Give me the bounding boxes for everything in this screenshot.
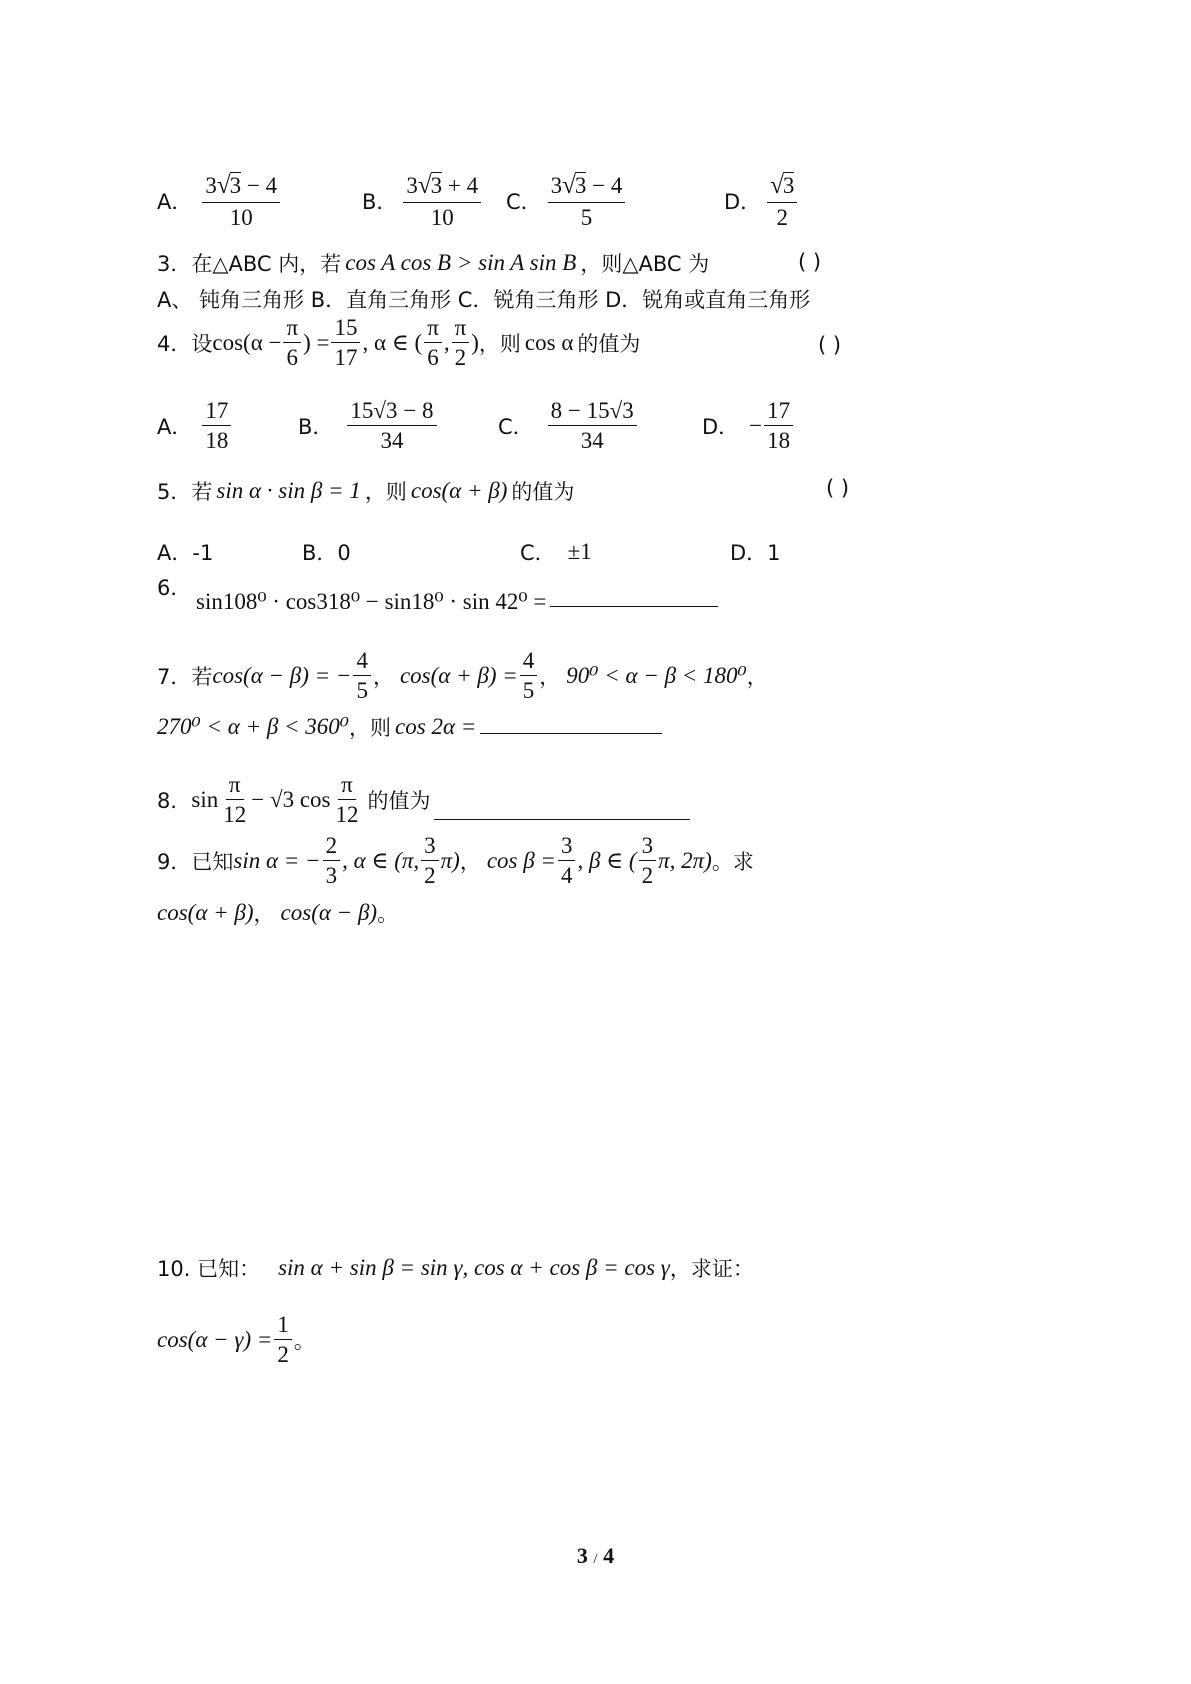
q4-option-b: B． $\frac{15√3 - 8}{34}$ <box>298 398 439 454</box>
q2-b-fraction: $\frac{3√3 + 4}{10}$ <box>403 172 481 230</box>
q4-option-d: D． − $\frac{17}{18}$ <box>702 398 795 454</box>
q9-line2: cos(α + β) ， cos(α − β) 。 <box>157 900 399 926</box>
q4-option-a: A． $\frac{17}{18}$ <box>157 398 233 454</box>
q3-answer-paren: ( ) <box>798 250 822 274</box>
q5-option-b: B．0 <box>302 541 351 565</box>
q6-number: 6． <box>157 576 192 600</box>
q4-answer-paren: ( ) <box>818 333 842 357</box>
q5-option-d: D．1 <box>730 541 781 565</box>
q6-stem: sin108⁰ · cos318⁰ − sin18⁰ · sin 42⁰ = <box>196 589 718 615</box>
q10-line1: 10. 已知： sin α + sin β = sin γ, cos α + cos β = cos γ ，求证： <box>157 1255 754 1281</box>
q7-answer-blank[interactable] <box>480 731 662 734</box>
q5-option-a: A．-1 <box>157 541 214 565</box>
q4-stem: 4．设 cos(α − $\frac{\pi}{6}$ ) = $\frac{15}{17}$ , α ∈ ( $\frac{\pi}{6}$ , $\frac{\pi}{2}$ ) ，则 cos α 的值为 <box>157 315 641 371</box>
q2-d-fraction: $\frac{√3}{2}$ <box>767 172 797 230</box>
q8-stem: 8． sin $\frac{\pi}{12}$ − √3 cos $\frac{\pi}{12}$ 的值为 <box>157 772 690 828</box>
q10-line2: cos(α − γ) = $\frac{1}{2}$ 。 <box>157 1312 315 1368</box>
q9-line1: 9．已知 sin α = − $\frac{2}{3}$ , α ∈ (π, $\frac{3}{2}$ π) ， cos β = $\frac{3}{4}$ , β ∈ ( $\frac{3}{2}$ π, 2π) 。求 <box>157 833 754 889</box>
q2-option-c: C． $\frac{3√3 - 4}{5}$ <box>506 172 627 230</box>
q2-a-fraction: $\frac{3√3 - 4}{10}$ <box>202 172 280 230</box>
q6-answer-blank[interactable] <box>550 604 718 607</box>
page-number: 3 / 4 <box>576 1543 615 1568</box>
q2-option-d: D． $\frac{√3}{2}$ <box>724 172 799 230</box>
q7-line1: 7．若 cos(α − β) = − $\frac{4}{5}$ ， cos(α + β) = $\frac{4}{5}$ ， 90⁰ < α − β < 180⁰ ， <box>157 648 768 704</box>
q2-c-fraction: $\frac{3√3 - 4}{5}$ <box>548 172 626 230</box>
q5-stem: 5．若 sin α · sin β = 1 ，则 cos(α + β) 的值为 <box>157 478 575 504</box>
q3-options: A、 钝角三角形 B．直角三角形 C．锐角三角形 D．锐角或直角三角形 <box>157 288 811 312</box>
q2-option-a: A． $\frac{3√3 - 4}{10}$ <box>157 172 282 230</box>
q4-option-c: C． $\frac{8 - 15√3}{34}$ <box>498 398 639 454</box>
q8-answer-blank[interactable] <box>434 817 690 820</box>
q5-option-c: C． ±1 <box>520 539 592 565</box>
q5-answer-paren: ( ) <box>826 476 850 500</box>
q3-stem: 3．在△ABC 内，若 cos A cos B > sin A sin B ，则△ABC 为 <box>157 250 710 276</box>
q7-line2: 270⁰ < α + β < 360⁰ ，则 cos 2α = <box>157 712 662 742</box>
q2-option-b: B． $\frac{3√3 + 4}{10}$ <box>362 172 483 230</box>
